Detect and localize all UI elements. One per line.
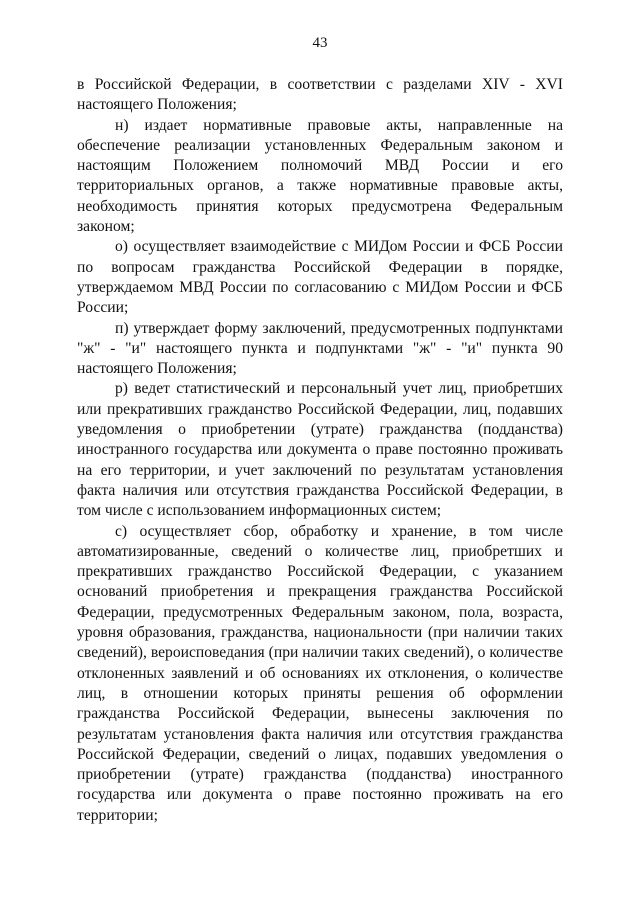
paragraph-continuation: в Российской Федерации, в соответствии с разделами XIV - XVI настоящего Положения;: [77, 76, 563, 114]
page-number: 43: [312, 35, 328, 51]
document-body: [77, 75, 563, 826]
paragraph-item-s: с) осуществляет сбор, обработку и хранение, в том числе автоматизированные, сведений о количестве лиц, приобретших и прекративших гражданство Российской Федерации, с указанием оснований приобретения и прекращения гражданства Российской Федерации, предусмотренных Федеральным законом, пола, возраста, уровня образования, гражданства, национальности (при наличии таких сведений), вероисповедания (при наличии таких сведений), о количестве отклоненных заявлений и об основаниях их отклонения, о количестве лиц, в отношении которых приняты решения об оформлении гражданства Российской Федерации, вынесены заключения по результатам установления факта наличия или отсутствия гражданства Российской Федерации, сведений о лицах, подавших уведомления о приобретении (утрате) гражданства (подданства) иностранного государства или документа о праве постоянно проживать на его территории;: [77, 522, 563, 824]
paragraph-item-o: о) осуществляет взаимодействие с МИДом России и ФСБ России по вопросам гражданства Российской Федерации в порядке, утверждаемом МВД России по согласованию с МИДом России и ФСБ России;: [77, 238, 563, 317]
paragraph-item-n: н) издает нормативные правовые акты, направленные на обеспечение реализации установленных Федеральным законом и настоящим Положением полномочий МВД России и его территориальных органов, а также нормативные правовые акты, необходимость принятия которых предусмотрена Федеральным законом;: [77, 116, 563, 236]
paragraph-item-r: р) ведет статистический и персональный учет лиц, приобретших или прекративших гражданство Российской Федерации, лиц, подавших уведомления о приобретении (утрате) гражданства (подданства) иностранного государства или документа о праве постоянно проживать на его территории, и учет заключений по результатам установления факта наличия или отсутствия гражданства Российской Федерации, в том числе с использованием информационных систем;: [77, 380, 563, 520]
paragraph-item-p: п) утверждает форму заключений, предусмотренных подпунктами "ж" - "и" настоящего пункта и подпунктами "ж" - "и" пункта 90 настоящего Положения;: [77, 319, 563, 378]
